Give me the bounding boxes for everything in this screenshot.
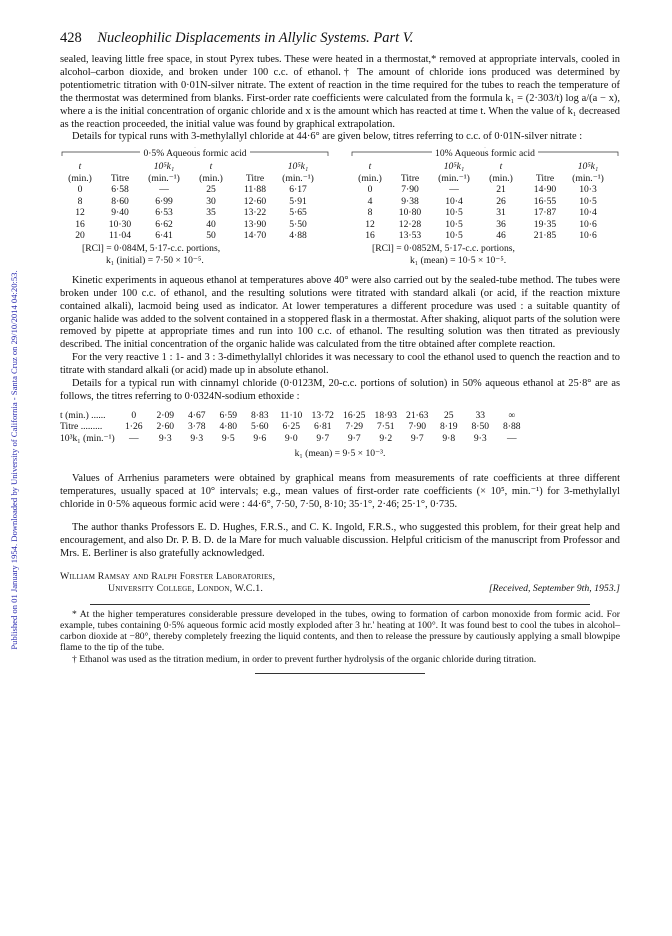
footnote-pressure: * At the higher temperatures considerable pressure developed in the tubes, owing to formation of carbon monoxide from formic acid. For example, tubes containing 0·5% aqueous formic acid mostly exploded after 3 hr.' heating at 100°. It was found best to cool the tubes in alcohol–carbon dioxide at −80°, thereby completely freezing the liquid contents, and then to release the pressure by cautiously applying a small blowpipe flame to the tip of the tube. [60,608,620,654]
table-cell: 4·67 [187,409,206,421]
paragraph-cinnamyl: Details for a typical run with cinnamyl chloride (0·0123M, 20-c.c. portions of solution) in 50% aqueous ethanol at 25·8° are as follows, the titres referring to 0·0324N-sodium ethoxide : [60,378,620,402]
table-cell: — [159,184,169,196]
table-cell: 5·65 [289,207,307,219]
table-cell: 8·88 [502,421,521,433]
table-cell: 35 [206,207,216,219]
table-cell: 46 [496,230,506,242]
table-header-cell: t [78,161,82,173]
table-cell: 10·6 [579,218,597,230]
running-header [60,30,620,48]
table-cell: 30 [206,195,216,207]
table-row [60,433,620,445]
table-header-cell: t [499,161,503,173]
table-left-note-1: [RCl] = 0·084M, 5·17-c.c. portions, [82,242,221,254]
rate-tables [60,148,620,267]
table-cell: 9·2 [379,432,393,444]
table-cell: — [449,184,459,196]
table-cell: 9·7 [347,432,361,444]
table-cell: 10·5 [579,195,597,207]
end-rule [255,673,425,674]
table-cell: 9·7 [316,432,330,444]
cinnamyl-run-table [60,410,620,445]
table-left-note-2: k₁ (initial) = 7·50 × 10⁻⁵. [106,255,204,267]
page-number: 428 [60,30,82,46]
table-cell: 8·60 [111,195,129,207]
paragraph-dimethylallyl: For the very reactive 1 : 1- and 3 : 3-dimethylallyl chlorides it was necessary to cool the ethanol used to quench the reaction and to titrate with standard alkali (or acid) made up in absolute ethanol. [60,352,620,377]
table-cell: 6·53 [155,207,173,219]
table-cell: 9·38 [401,195,419,207]
table-cell: 8 [367,207,373,219]
table-cell: 0 [77,184,83,196]
table-cell: 10·6 [579,230,597,242]
table-right-grid [350,161,620,242]
footnote-rule [90,604,590,605]
download-watermark: Published on 01 January 1954. Downloaded by University of California - Santa Cruz on 29/10/2014 04:20:53. [9,270,19,650]
table-header-cell: 10⁵k₁ [287,161,309,173]
table-cell: 6·59 [219,409,238,421]
table-header-cell: 10⁵k₁ [577,161,599,173]
affiliation-line-1: William Ramsay and Ralph Forster Laboratories, [60,570,276,582]
table-cell: 6·62 [155,218,173,230]
paragraph-arrhenius: Values of Arrhenius parameters were obtained by graphical means from measurements of rate coefficients at three different temperatures, usually spaced at 10° intervals; e.g., mean values of first-order rate coefficients (× 10⁵, min.⁻¹) for 3-methylallyl chloride in 0·5% aqueous formic acid were : 44·6°, 7·50, 7·50, 8·10; 35·1°, 2·46; 25·1°, 0·735. [60,473,620,511]
table-row [60,410,620,422]
table-header-cell [100,161,140,173]
table-cell: 11·88 [243,184,267,196]
table-cell: 4 [367,195,373,207]
table-cell: 12·60 [243,195,267,207]
table-cell: 17·87 [533,207,557,219]
table-header-cell [390,161,430,173]
table-header-cell: Titre [535,172,555,184]
table-cell: 7·90 [408,421,427,433]
table-cell: 6·81 [313,421,332,433]
table-cell: 9·6 [253,432,267,444]
page-body [60,30,620,674]
table-cell: — [506,432,517,444]
table-cell: 1·26 [124,421,143,433]
table-right-caption: 10% Aqueous formic acid [350,148,620,159]
table-header-cell: t [368,161,372,173]
table-left-grid [60,161,330,242]
table-cell: 10·3 [579,184,597,196]
table-cell: 21·63 [406,409,429,421]
received-date: [Received, September 9th, 1953.] [488,582,620,594]
table-header-cell [234,161,276,173]
table-cell: 12 [365,218,375,230]
table-cell: 5·91 [289,195,307,207]
table-cell: 6·25 [282,421,301,433]
table-cell: 6·99 [155,195,173,207]
table-cell: 26 [496,195,506,207]
table-cell: 13·72 [311,409,334,421]
table-cell: 6·17 [289,184,307,196]
paragraph-method: sealed, leaving little free space, in stout Pyrex tubes. These were heated in a thermostat,* removed at appropriate intervals, cooled in alcohol–carbon dioxide, and broken under 100 c.c. of ethanol.† The amount of chloride ions produced was determined by potentiometric titration with 0·01N-silver nitrate. The extent of reaction in the time required for the tubes to reach the temperature of the thermostat was determined from blanks. First-order rate coefficients were calculated from the formula k₁ = (2·303/t) log a/(a − x), where a is the initial concentration of organic chloride and x is the amount which has reacted at time t. When the value of k₁ decreased as the reaction proceeded, the initial value was found by graphical extrapolation. [60,54,620,130]
table-cell: 14·70 [243,230,267,242]
table-cell: 3·78 [187,421,206,433]
table-header-cell: Titre [110,172,130,184]
table-header-cell: (min.⁻¹) [572,172,604,184]
affiliation [60,571,620,595]
table-cell: ∞ [508,409,516,421]
table-cell: 2·60 [156,421,175,433]
table-cell: 20 [75,230,85,242]
table-cell: 10·5 [445,230,463,242]
table-cell: 21 [496,184,506,196]
table-cell: 36 [496,218,506,230]
table-cell: 8·83 [250,409,269,421]
table-row [60,421,620,433]
table-header-cell: (min.⁻¹) [438,172,470,184]
table-cell: 7·51 [376,421,395,433]
footnote-ethanol: † Ethanol was used as the titration medium, in order to prevent further hydrolysis of the organic chloride during titration. [72,653,537,665]
table-right-note-1: [RCl] = 0·0852M, 5·17-c.c. portions, [372,242,515,254]
table-cell: 9·0 [284,432,298,444]
row-label: t (min.) ...... [60,409,106,421]
table-cell: 16·25 [343,409,366,421]
table-cell: 16 [75,218,85,230]
table-right [350,148,620,267]
table-cell: 12·28 [398,218,422,230]
table-cell: 9·3 [190,432,204,444]
table-cell: 9·5 [221,432,235,444]
table-cell: 0 [367,184,373,196]
table-cell: 13·90 [243,218,267,230]
table-cell: 7·90 [401,184,419,196]
table-header-cell: (min.) [68,172,92,184]
table-cell: 4·80 [219,421,238,433]
table-header-cell [524,161,566,173]
table-right-note-2: k₁ (mean) = 10·5 × 10⁻⁵. [410,255,507,267]
table-cell: 8 [77,195,83,207]
table-cell: 33 [475,409,486,421]
table-cell: 31 [496,207,506,219]
table-cell: 9·3 [473,432,487,444]
table-cell: 18·93 [374,409,397,421]
table-cell: 50 [206,230,216,242]
table-cell: 10·4 [445,195,463,207]
table-cell: 12 [75,207,85,219]
paragraph-details-intro: Details for typical runs with 3-methylallyl chloride at 44·6° are given below, titres referring to c.c. of 0·01N-silver nitrate : [72,131,583,143]
affiliation-line-2: University College, London, W.C.1. [108,582,264,594]
table-cell: 25 [206,184,216,196]
table-cell: 16 [365,230,375,242]
table-cell: 9·8 [442,432,456,444]
row-label: Titre ......... [60,421,103,433]
table-header-cell: (min.⁻¹) [282,172,314,184]
table-cell: 5·50 [289,218,307,230]
table-cell: — [128,432,139,444]
row-label: 10³k₁ (min.⁻¹) [60,432,115,444]
table-cell: 11·04 [108,230,132,242]
table-header-cell: Titre [245,172,265,184]
paragraph-aqueous-ethanol: Kinetic experiments in aqueous ethanol at temperatures above 40° were also carried out by the sealed-tube method. The tubes were broken under 100 c.c. of ethanol, and the resulting solutions were titrated with standard alkali (or acid, if the reaction mixture contained alkali), lacmoid being used as indicator. At lower temperatures a different procedure was used : a suitable quantity of organic halide was added to the solvent contained in a stoppered flask in a thermostat. After shaking, aliquot parts of the solution were removed by pipette at appropriate times and run into 100 c.c. of ethanol. The resulting solution was then titrated as previously described. The initial concentration of the organic halide was calculated from the titre obtained after complete reaction. [60,274,620,351]
table-cell: 9·3 [158,432,172,444]
table-cell: 6·41 [155,230,173,242]
table-cell: 8·19 [439,421,458,433]
table-header-cell: t [209,161,213,173]
running-title: Nucleophilic Displacements in Allylic Systems. Part V. [97,30,414,46]
table-header-cell: (min.⁻¹) [148,172,180,184]
table-header-cell: Titre [400,172,420,184]
table-cell: 10·30 [108,218,132,230]
table-cell: 4·88 [289,230,307,242]
table-cell: 16·55 [533,195,557,207]
table-header-cell: (min.) [358,172,382,184]
paragraph-acknowledgements: The author thanks Professors E. D. Hughes, F.R.S., and C. K. Ingold, F.R.S., who suggested this problem, for their great help and encouragement, and also Dr. P. B. D. de la Mare for much valuable discussion. Helpful criticism of the manuscript from Professor and Mrs. E. Berliner is also gratefully acknowledged. [60,522,620,559]
table-cell: 19·35 [533,218,557,230]
table-cell: 5·60 [250,421,269,433]
table-cell: 10·4 [579,207,597,219]
table-cell: 6·58 [111,184,129,196]
table-header-cell: (min.) [489,172,513,184]
table-cell: 21·85 [533,230,557,242]
table-cell: 40 [206,218,216,230]
table-header-cell: (min.) [199,172,223,184]
table-cell: 8·50 [471,421,490,433]
table-cell: 11·10 [280,409,303,421]
table-cell: 7·29 [345,421,364,433]
table-cell: 0 [131,409,137,421]
table-header-cell: 10⁵k₁ [443,161,465,173]
table-cell: 25 [443,409,454,421]
table-cell: 9·40 [111,207,129,219]
table-left-caption: 0·5% Aqueous formic acid [60,148,330,159]
table-cell: 10·5 [445,207,463,219]
table-cell: 9·7 [410,432,424,444]
table-cell: 13·22 [243,207,267,219]
table-cell: 13·53 [398,230,422,242]
table-left [60,148,330,267]
table-header-cell: 10⁵k₁ [153,161,175,173]
table-cell: 2·09 [156,409,175,421]
table-cell: 14·90 [533,184,557,196]
table-cell: 10·5 [445,218,463,230]
table-cell: 10·80 [398,207,422,219]
cinnamyl-mean: k₁ (mean) = 9·5 × 10⁻³. [294,448,386,460]
